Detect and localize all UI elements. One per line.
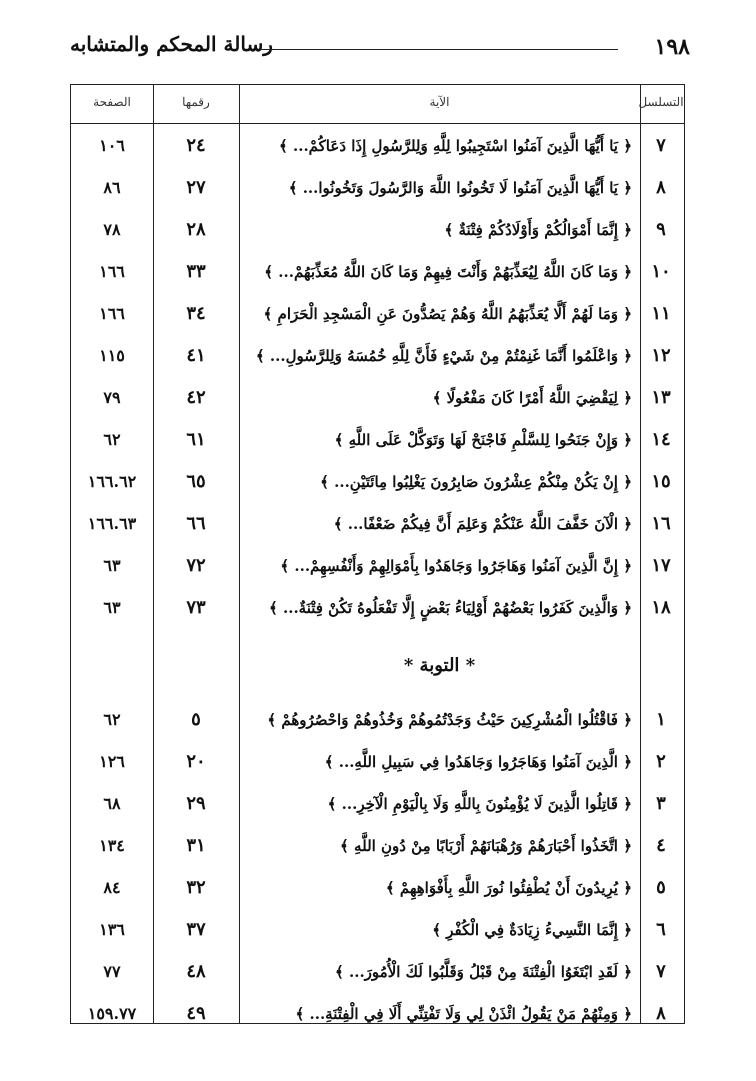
seq-cell: ٨ <box>656 177 666 198</box>
verse-cell: ﴿ يُرِيدُونَ أَنْ يُطْفِئُوا نُورَ اللَّهِ بِأَفْوَاهِهِمْ ﴾ <box>385 879 632 897</box>
verse-cell: ﴿ يَا أَيُّهَا الَّذِينَ آمَنُوا لَا تَخُونُوا اللَّهَ وَالرَّسُولَ وَتَخُونُوا... ﴾ <box>288 179 632 197</box>
header-rule <box>260 49 618 50</box>
table-row <box>71 587 684 629</box>
verse-cell: ﴿ إِنَّمَا النَّسِيءُ زِيَادَةٌ فِي الْكُفْرِ ﴾ <box>432 921 632 939</box>
verse-cell: ﴿ يَا أَيُّهَا الَّذِينَ آمَنُوا اسْتَجِيبُوا لِلَّهِ وَلِلرَّسُولِ إِذَا دَعَاكُمْ... ﴾ <box>279 137 632 155</box>
table-row <box>71 419 684 461</box>
verse-cell: ﴿ وَمِنْهُمْ مَنْ يَقُولُ ائْذَنْ لِي وَلَا تَفْتِنِّي أَلَا فِي الْفِتْنَةِ... ﴾ <box>295 1005 632 1023</box>
page-cell: ١٢٦ <box>99 752 125 771</box>
seq-cell: ١٧ <box>651 555 671 576</box>
table-row <box>71 251 684 293</box>
table-row <box>71 825 684 867</box>
table-row <box>71 377 684 419</box>
seq-cell: ٧ <box>656 961 666 982</box>
page-cell: ١٠٦ <box>99 136 125 155</box>
verse-number-cell: ٤٢ <box>186 387 206 408</box>
column-header-page: الصفحة <box>93 95 131 109</box>
verse-number-cell: ٧٢ <box>186 555 206 576</box>
table-row <box>71 125 684 167</box>
table-row <box>71 209 684 251</box>
verse-number-cell: ٢٠ <box>186 751 206 772</box>
verse-number-cell: ٣٢ <box>186 877 206 898</box>
verse-number-cell: ٧٣ <box>186 597 206 618</box>
verse-number-cell: ٣٤ <box>186 303 206 324</box>
page-cell: ٨٤ <box>103 878 121 897</box>
page-cell: ١٦٦ <box>99 262 125 281</box>
page-cell: ٦٢ <box>103 710 121 729</box>
verse-cell: ﴿ قَاتِلُوا الَّذِينَ لَا يُؤْمِنُونَ بِاللَّهِ وَلَا بِالْيَوْمِ الْآخِرِ... ﴾ <box>327 795 632 813</box>
seq-cell: ٢ <box>656 751 666 772</box>
seq-cell: ٥ <box>656 877 666 898</box>
seq-cell: ٦ <box>656 919 666 940</box>
table-row <box>71 335 684 377</box>
seq-cell: ٨ <box>656 1003 666 1024</box>
seq-cell: ٧ <box>656 135 666 156</box>
verse-cell: ﴿ وَالَّذِينَ كَفَرُوا بَعْضُهُمْ أَوْلِيَاءُ بَعْضٍ إِلَّا تَفْعَلُوهُ تَكُنْ فِتْنَةٌ... ﴾ <box>268 599 632 617</box>
table-row <box>71 293 684 335</box>
verse-number-cell: ٦١ <box>186 429 206 450</box>
page-cell: ٦٢ <box>103 430 121 449</box>
verse-number-cell: ٥ <box>191 709 201 730</box>
verse-cell: ﴿ إِنَّ الَّذِينَ آمَنُوا وَهَاجَرُوا وَجَاهَدُوا بِأَمْوَالِهِمْ وَأَنْفُسِهِمْ... ﴾ <box>280 557 632 575</box>
page-cell: ٦٣ <box>103 556 121 575</box>
verse-cell: ﴿ وَاعْلَمُوا أَنَّمَا غَنِمْتُمْ مِنْ شَيْءٍ فَأَنَّ لِلَّهِ خُمُسَهُ وَلِلرَّسُولِ... ﴾ <box>255 347 632 365</box>
verse-cell: ﴿ لَقَدِ ابْتَغَوُا الْفِتْنَةَ مِنْ قَبْلُ وَقَلَّبُوا لَكَ الْأُمُورَ... ﴾ <box>334 963 632 981</box>
verse-number-cell: ٢٧ <box>186 177 206 198</box>
verse-number-cell: ٣١ <box>186 835 206 856</box>
verse-index-table <box>70 84 685 1024</box>
verse-cell: ﴿ إِنَّمَا أَمْوَالُكُمْ وَأَوْلَادُكُمْ فِتْنَةٌ ﴾ <box>444 221 632 239</box>
page-cell: ٨٦ <box>103 178 121 197</box>
verse-number-cell: ٦٥ <box>186 471 206 492</box>
page-cell: ٧٧ <box>103 962 121 981</box>
seq-cell: ١٤ <box>651 429 671 450</box>
verse-cell: ﴿ وَمَا لَهُمْ أَلَّا يُعَذِّبَهُمُ اللَّهُ وَهُمْ يَصُدُّونَ عَنِ الْمَسْجِدِ الْحَرَامِ ﴾ <box>263 305 632 323</box>
table-row <box>71 783 684 825</box>
verse-cell: ﴿ إِنْ يَكُنْ مِنْكُمْ عِشْرُونَ صَابِرُونَ يَغْلِبُوا مِائَتَيْنِ... ﴾ <box>320 473 632 491</box>
page-cell: ١٣٦ <box>99 920 125 939</box>
page-cell: ١١٥ <box>99 346 125 365</box>
table-row <box>71 699 684 741</box>
seq-cell: ١٥ <box>651 471 671 492</box>
seq-cell: ١١ <box>651 303 671 324</box>
verse-cell: ﴿ وَمَا كَانَ اللَّهُ لِيُعَذِّبَهُمْ وَأَنْتَ فِيهِمْ وَمَا كَانَ اللَّهُ مُعَذِّبَهُمْ... ﴾ <box>264 263 632 281</box>
page-cell: ١٦٦ <box>99 304 125 323</box>
verse-number-cell: ٣٧ <box>186 919 206 940</box>
verse-cell: ﴿ لِيَقْضِيَ اللَّهُ أَمْرًا كَانَ مَفْعُولًا ﴾ <box>432 389 632 407</box>
verse-cell: ﴿ الَّذِينَ آمَنُوا وَهَاجَرُوا وَجَاهَدُوا فِي سَبِيلِ اللَّهِ... ﴾ <box>324 753 632 771</box>
seq-cell: ١٣ <box>651 387 671 408</box>
page-cell: ٦٨ <box>103 794 121 813</box>
page-cell: ١٣٤ <box>99 836 125 855</box>
page-cell: ٦٣ <box>103 598 121 617</box>
column-header-number: رقمها <box>182 95 210 109</box>
table-row <box>71 167 684 209</box>
table-row <box>71 503 684 545</box>
verse-number-cell: ٤٩ <box>186 1003 206 1024</box>
table-row <box>71 993 684 1035</box>
header-divider <box>71 123 684 124</box>
section-title: * التوبة * <box>403 655 476 676</box>
seq-cell: ١٨ <box>651 597 671 618</box>
verse-number-cell: ٤٨ <box>186 961 206 982</box>
seq-cell: ٣ <box>656 793 666 814</box>
page-cell: ٧٩ <box>103 388 121 407</box>
page-cell: ١٥٩.٧٧ <box>87 1004 137 1023</box>
column-header-seq: التسلسل <box>638 95 684 109</box>
seq-cell: ١ <box>656 709 666 730</box>
verse-number-cell: ٢٤ <box>186 135 206 156</box>
verse-number-cell: ٢٨ <box>186 219 206 240</box>
page-cell: ١٦٦.٦٣ <box>87 514 137 533</box>
page-cell: ١٦٦.٦٢ <box>87 472 137 491</box>
page-cell: ٧٨ <box>103 220 121 239</box>
verse-number-cell: ٣٣ <box>186 261 206 282</box>
book-title: رسالة المحكم والمتشابه <box>70 32 273 56</box>
table-row <box>71 867 684 909</box>
seq-cell: ٤ <box>656 835 666 856</box>
table-row <box>71 741 684 783</box>
verse-number-cell: ٦٦ <box>186 513 206 534</box>
table-row <box>71 461 684 503</box>
page-number: ١٩٨ <box>654 34 690 60</box>
verse-number-cell: ٤١ <box>186 345 206 366</box>
seq-cell: ٩ <box>656 219 666 240</box>
seq-cell: ١٢ <box>651 345 671 366</box>
verse-cell: ﴿ الْآنَ خَفَّفَ اللَّهُ عَنْكُمْ وَعَلِمَ أَنَّ فِيكُمْ ضَعْفًا... ﴾ <box>333 515 632 533</box>
verse-cell: ﴿ فَاقْتُلُوا الْمُشْرِكِينَ حَيْثُ وَجَدْتُمُوهُمْ وَخُذُوهُمْ وَاحْصُرُوهُمْ ﴾ <box>267 711 632 729</box>
verse-number-cell: ٢٩ <box>186 793 206 814</box>
verse-cell: ﴿ اتَّخَذُوا أَحْبَارَهُمْ وَرُهْبَانَهُمْ أَرْبَابًا مِنْ دُونِ اللَّهِ ﴾ <box>340 837 632 855</box>
table-row <box>71 545 684 587</box>
verse-cell: ﴿ وَإِنْ جَنَحُوا لِلسَّلْمِ فَاجْنَحْ لَهَا وَتَوَكَّلْ عَلَى اللَّهِ ﴾ <box>334 431 632 449</box>
seq-cell: ١٠ <box>651 261 671 282</box>
seq-cell: ١٦ <box>651 513 671 534</box>
table-row <box>71 909 684 951</box>
page-header <box>70 30 690 66</box>
table-row <box>71 951 684 993</box>
column-header-verse: الآية <box>429 95 450 109</box>
